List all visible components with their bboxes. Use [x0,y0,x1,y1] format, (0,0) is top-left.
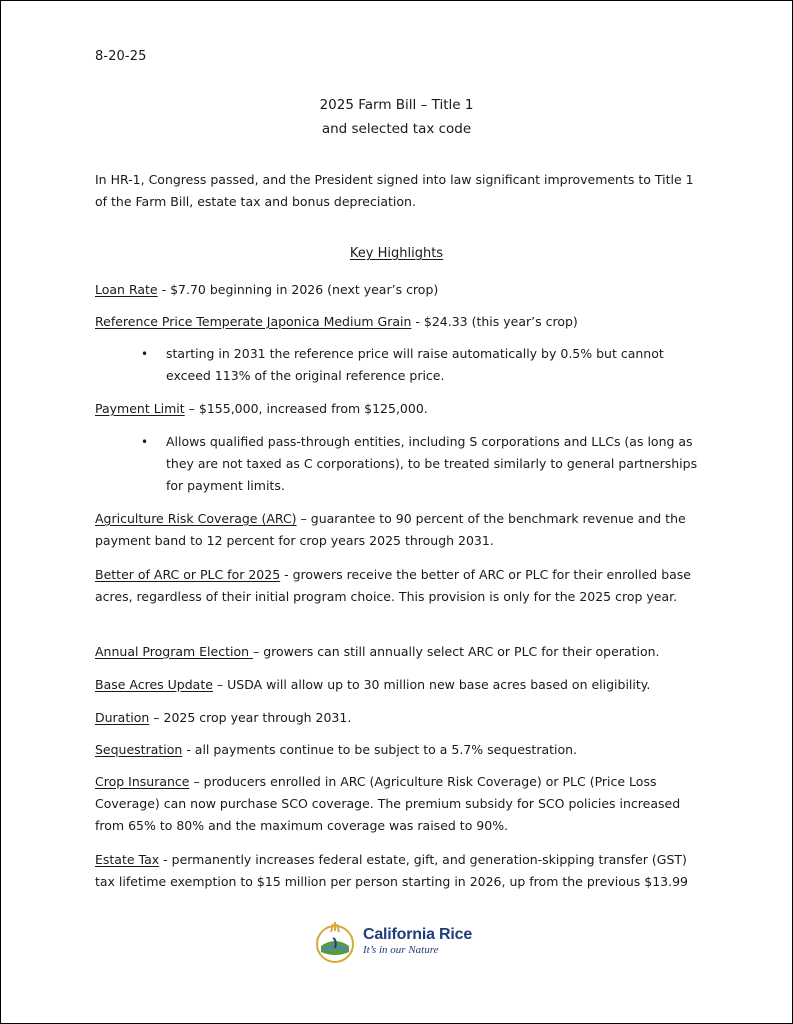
section-heading: Key Highlights [349,246,444,261]
document-subtitle: and selected tax code [321,121,472,137]
intro-paragraph: In HR-1, Congress passed, and the President signed into law significant improvements to Title 1 of the Farm Bill, estate tax and bonus depreciation. [95,172,694,209]
item-reference-price: Reference Price Temperate Japonica Medium Grain - $24.33 (this year’s crop) [95,314,578,329]
item-crop-insurance: Crop Insurance – producers enrolled in ARC (Agriculture Risk Coverage) or PLC (Price Loss Coverage) can now purchase SCO coverage. The premium subsidy for SCO policies increased from 65% to 80% and the maximum coverage was raised to 90%. [95,774,681,833]
document-date: 8-20-25 [95,49,147,64]
document-title: 2025 Farm Bill – Title 1 [319,97,474,113]
bullet-payment-limit: Allows qualified pass-through entities, including S corporations and LLCs (as long as they are not taxed as C corporations), to be treated similarly to general partnerships for payment limits. [166,434,698,493]
item-better-of-arc-plc: Better of ARC or PLC for 2025 - growers receive the better of ARC or PLC for their enrolled base acres, regardless of their initial program choice. This provision is only for the 2025 crop year. [95,567,691,604]
item-arc: Agriculture Risk Coverage (ARC) – guarantee to 90 percent of the benchmark revenue and the payment band to 12 percent for crop years 2025 through 2031. [95,511,686,548]
item-estate-tax: Estate Tax - permanently increases federal estate, gift, and generation-skipping transfer (GST) tax lifetime exemption to $15 million per person starting in 2026, up from the previous $13.99 [95,852,688,889]
bullet-reference-price: starting in 2031 the reference price will raise automatically by 0.5% but cannot exceed 113% of the original reference price. [166,346,664,383]
item-annual-election: Annual Program Election – growers can still annually select ARC or PLC for their operation. [95,644,660,659]
bullet-marker: • [141,435,149,449]
item-payment-limit: Payment Limit – $155,000, increased from $125,000. [95,401,428,416]
item-duration: Duration – 2025 crop year through 2031. [95,710,352,725]
logo-wordmark: California Rice [363,926,473,943]
california-rice-logo [313,918,488,966]
item-sequestration: Sequestration - all payments continue to be subject to a 5.7% sequestration. [95,742,578,757]
item-base-acres: Base Acres Update – USDA will allow up to 30 million new base acres based on eligibility. [95,677,651,692]
logo-tagline: It’s in our Nature [363,944,439,956]
item-loan-rate: Loan Rate - $7.70 beginning in 2026 (next year’s crop) [95,282,439,297]
bullet-marker: • [141,347,149,361]
rice-emblem-icon [313,918,357,966]
